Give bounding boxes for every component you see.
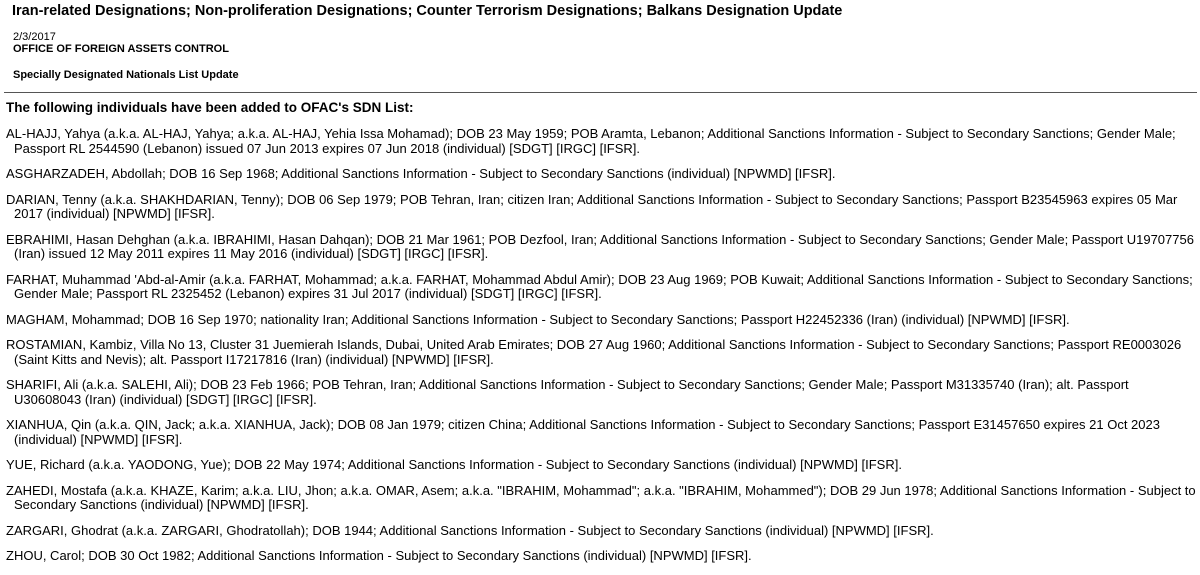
sdn-entry-list [6,127,1196,575]
document-subtitle: Specially Designated Nationals List Update [13,69,239,81]
sdn-entry: FARHAT, Muhammad 'Abd-al-Amir (a.k.a. FARHAT, Mohammad; a.k.a. FARHAT, Mohammad Abdul Amir); DOB 23 Aug 1969; POB Kuwait; Additional Sanctions Information - Subject to Secondary Sanctions; Gender Male; Passport RL 2325452 (Lebanon) expires 31 Jul 2017 (individual) [SDGT] [IRGC] [IFSR]. [6,271,1193,301]
divider [4,92,1197,93]
sdn-entry: ZAHEDI, Mostafa (a.k.a. KHAZE, Karim; a.k.a. LIU, Jhon; a.k.a. OMAR, Asem; a.k.a. "IBRAHIM, Mohammad"; a.k.a. "IBRAHIM, Mohammed"); DOB 29 Jun 1978; Additional Sanctions Information - Subject to Secondary Sanctions (individual) [NPWMD] [IFSR]. [6,482,1196,512]
sdn-entry: XIANHUA, Qin (a.k.a. QIN, Jack; a.k.a. XIANHUA, Jack); DOB 08 Jan 1979; citizen China; Additional Sanctions Information - Subject to Secondary Sanctions; Passport E31457650 expires 21 Oct 2023 (individual) [NPWMD] [IFSR]. [6,417,1160,447]
sdn-entry: YUE, Richard (a.k.a. YAODONG, Yue); DOB 22 May 1974; Additional Sanctions Information - Subject to Secondary Sanctions (individual) [NPWMD] [IFSR]. [6,457,902,472]
office-name: OFFICE OF FOREIGN ASSETS CONTROL [13,43,229,55]
section-heading: The following individuals have been added to OFAC's SDN List: [6,100,414,115]
sdn-entry: AL-HAJJ, Yahya (a.k.a. AL-HAJ, Yahya; a.k.a. AL-HAJ, Yehia Issa Mohamad); DOB 23 May 1959; POB Aramta, Lebanon; Additional Sanctions Information - Subject to Secondary Sanctions; Gender Male; Passport RL 2544590 (Lebanon) issued 07 Jun 2013 expires 07 Jun 2018 (individual) [SDGT] [IRGC] [IFSR]. [6,126,1176,156]
sdn-entry: MAGHAM, Mohammad; DOB 16 Sep 1970; nationality Iran; Additional Sanctions Information - Subject to Secondary Sanctions; Passport H22452336 (Iran) (individual) [NPWMD] [IFSR]. [6,311,1070,327]
sdn-entry: ZHOU, Carol; DOB 30 Oct 1982; Additional Sanctions Information - Subject to Secondary Sanctions (individual) [NPWMD] [IFSR]. [6,548,752,563]
sdn-entry: SHARIFI, Ali (a.k.a. SALEHI, Ali); DOB 23 Feb 1966; POB Tehran, Iran; Additional Sanctions Information - Subject to Secondary Sanctions; Gender Male; Passport M31335740 (Iran); alt. Passport U30608043 (Iran) (individual) [SDGT] [IRGC] [IFSR]. [6,377,1129,407]
sdn-entry: ZARGARI, Ghodrat (a.k.a. ZARGARI, Ghodratollah); DOB 1944; Additional Sanctions Information - Subject to Secondary Sanctions (individual) [NPWMD] [IFSR]. [6,522,934,538]
sdn-entry: EBRAHIMI, Hasan Dehghan (a.k.a. IBRAHIMI, Hasan Dahqan); DOB 21 Mar 1961; POB Dezfool, Iran; Additional Sanctions Information - Subject to Secondary Sanctions; Gender Male; Passport U19707756 (Iran) issued 12 May 2011 expires 11 May 2016 (individual) [SDGT] [IRGC] [IFSR]. [6,231,1194,261]
sdn-entry: ROSTAMIAN, Kambiz, Villa No 13, Cluster 31 Juemierah Islands, Dubai, United Arab Emirates; DOB 27 Aug 1960; Additional Sanctions Information - Subject to Secondary Sanctions; Passport RE0003026 (Saint Kitts and Nevis); alt. Passport I17217816 (Iran) (individual) [NPWMD] [IFSR]. [6,337,1182,367]
publication-date: 2/3/2017 [13,31,56,43]
sdn-entry: DARIAN, Tenny (a.k.a. SHAKHDARIAN, Tenny); DOB 06 Sep 1979; POB Tehran, Iran; citizen Iran; Additional Sanctions Information - Subject to Secondary Sanctions; Passport B23545963 expires 05 Mar 2017 (individual) [NPWMD] [IFSR]. [6,191,1178,221]
page-title: Iran-related Designations; Non-proliferation Designations; Counter Terrorism Designations; Balkans Designation Update [12,3,843,19]
sdn-entry: ASGHARZADEH, Abdollah; DOB 16 Sep 1968; Additional Sanctions Information - Subject to Secondary Sanctions (individual) [NPWMD] [IFSR]. [6,166,836,181]
